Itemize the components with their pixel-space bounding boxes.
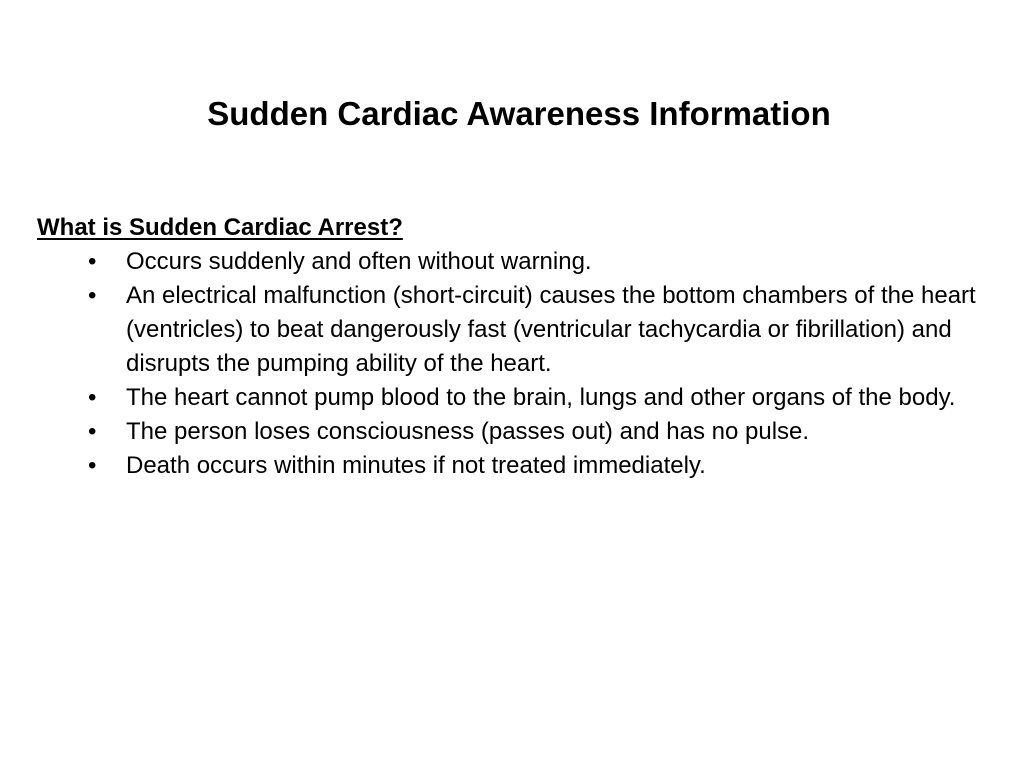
bullet-item <box>37 449 987 483</box>
bullet-text: The heart cannot pump blood to the brain, lungs and other organs of the body. <box>126 384 956 411</box>
bullet-item <box>37 381 987 415</box>
bullet-icon: • <box>88 418 97 445</box>
bullet-icon: • <box>88 384 97 411</box>
bullet-text: The person loses consciousness (passes out) and has no pulse. <box>126 418 810 445</box>
bullet-list <box>37 245 987 483</box>
bullet-item <box>37 279 987 381</box>
bullet-item <box>37 415 987 449</box>
bullet-item <box>37 245 987 279</box>
section-heading: What is Sudden Cardiac Arrest? <box>37 214 403 241</box>
bullet-icon: • <box>88 452 97 479</box>
bullet-icon: • <box>88 282 97 309</box>
bullet-text: Death occurs within minutes if not treated immediately. <box>126 452 706 479</box>
section-what-is-sca <box>37 211 987 483</box>
bullet-text: Occurs suddenly and often without warning. <box>126 248 592 275</box>
bullet-text: An electrical malfunction (short-circuit) causes the bottom chambers of the heart (ventricles) to beat dangerously fast (ventricular tachycardia or fibrillation) and disrupts the pumping ability of the heart. <box>126 282 976 377</box>
slide-title: Sudden Cardiac Awareness Information <box>207 95 831 132</box>
bullet-icon: • <box>88 248 97 275</box>
